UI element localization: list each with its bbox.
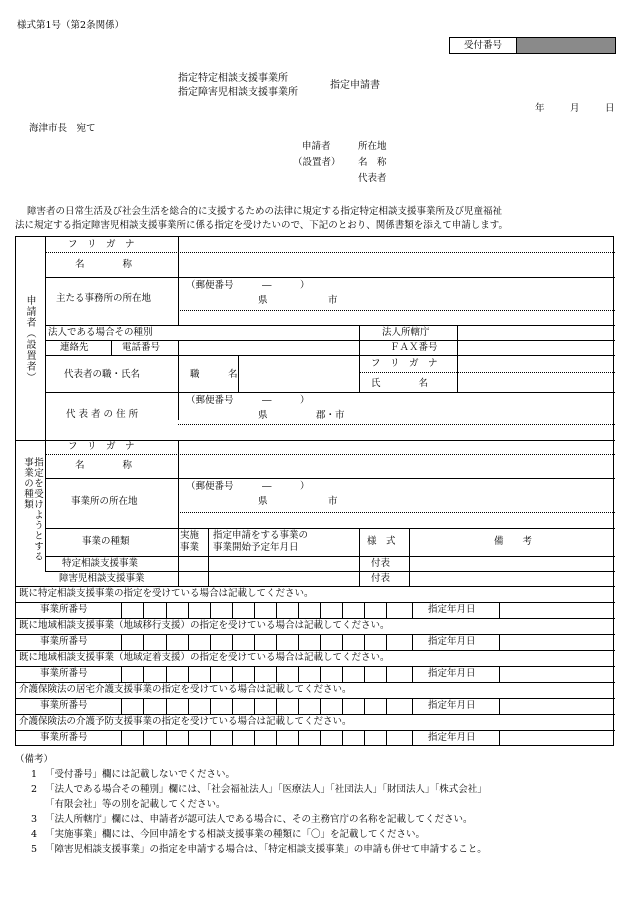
designation-date-label-5: 指定年月日 <box>428 732 476 743</box>
note-number: 1 <box>30 769 37 780</box>
corp-office-label: 法人所轄庁 <box>382 327 430 338</box>
name-label: 名 称 <box>75 259 133 270</box>
furigana-label: フ リ ガ ナ <box>68 239 135 250</box>
prior-note-2: 既に地域相談支援事業（地域移行支援）の指定を受けている場合は記載してください。 <box>19 620 390 631</box>
date-month: 月 <box>570 103 580 114</box>
implementation-header-1: 実施 <box>180 530 200 541</box>
note-text: 「受付番号」欄には記載しないでください。 <box>45 769 236 780</box>
rep-address-label: 代 表 者 の 住 所 <box>66 409 139 420</box>
note-text: 「法人である場合その種別」欄には、「社会福祉法人」「医療法人」「社団法人」「財団法人」「株式会社」 <box>45 784 487 795</box>
note-item <box>15 842 615 857</box>
prefecture-1: 県 <box>258 295 268 306</box>
service-row-2: 障害児相談支援事業 <box>59 573 145 584</box>
prior-note-5: 介護保険法の介護予防支援事業の指定を受けている場合は記載してください。 <box>19 716 352 727</box>
intro-line-1: 障害者の日常生活及び社会生活を総合的に支援するための法律に規定する指定特定相談支援事業所及び児童福祉 <box>27 206 503 217</box>
city-3: 市 <box>328 496 338 507</box>
notes-section <box>15 752 615 857</box>
postal-code-2: （郵便番号 ― ） <box>186 395 310 406</box>
note-item <box>15 812 615 827</box>
intro-line-2: 法に規定する指定障害児相談支援事業所に係る指定を受けたいので、下記のとおり、関係書類を添えて申請します。 <box>15 220 509 231</box>
office-number-label-2: 事業所番号 <box>40 636 88 647</box>
contact-label: 連絡先 <box>60 342 89 353</box>
main-office-label: 主たる事務所の所在地 <box>56 293 152 304</box>
section-business-label: 指定を受けようとする事業の種類 <box>22 457 43 562</box>
receipt-number-box <box>449 37 616 54</box>
attachment-1: 付表 <box>371 558 391 569</box>
note-text: 「障害児相談支援事業」の指定を申請する場合は、「特定相談支援事業」の申請も併せて申請すること。 <box>45 844 487 855</box>
designation-date-label-4: 指定年月日 <box>428 700 476 711</box>
receipt-number-label: 受付番号 <box>450 38 517 53</box>
biz-location-label: 事業所の所在地 <box>71 496 138 507</box>
section-applicant-label: 申請者（設置者） <box>24 295 35 383</box>
note-number: 4 <box>30 829 37 840</box>
prior-note-3: 既に地域相談支援事業（地域定着支援）の指定を受けている場合は記載してください。 <box>19 652 390 663</box>
date-year: 年 <box>535 103 545 114</box>
addressee: 海津市長 宛て <box>29 123 96 134</box>
prefecture-3: 県 <box>258 496 268 507</box>
biz-name-label: 名 称 <box>75 460 133 471</box>
note-text: 「法人所轄庁」欄には、申請者が認可法人である場合に、その主務官庁の名称を記載してください。 <box>45 814 473 825</box>
note-item <box>15 767 615 782</box>
date-day: 日 <box>605 103 615 114</box>
note-text: 「有限会社」等の別を記載してください。 <box>45 799 226 810</box>
note-item <box>15 797 615 812</box>
note-number: 2 <box>30 784 37 795</box>
designation-date-label-3: 指定年月日 <box>428 668 476 679</box>
biz-furigana-label: フ リ ガ ナ <box>68 441 135 452</box>
applicant-label-sub: （設置者） <box>293 157 341 168</box>
note-text: 「実施事業」欄には、今回申請をする相談支援事業の種類に「〇」を記載してください。 <box>45 829 426 840</box>
applicant-label: 申請者 <box>302 141 331 152</box>
rep-title-name-label: 代表者の職・氏名 <box>64 369 141 380</box>
postal-code-3: （郵便番号 ― ） <box>186 481 310 492</box>
office-number-label-5: 事業所番号 <box>40 732 88 743</box>
note-number: 3 <box>30 814 37 825</box>
county-city-2: 郡・市 <box>316 410 345 421</box>
office-number-label-3: 事業所番号 <box>40 668 88 679</box>
note-item <box>15 782 615 797</box>
title-line2: 指定障害児相談支援事業所 <box>178 87 298 98</box>
city-1: 市 <box>328 295 338 306</box>
form-number: 様式第1号（第2条関係） <box>17 20 125 31</box>
start-date-header-1: 指定申請をする事業の <box>213 530 309 541</box>
service-row-1: 特定相談支援事業 <box>62 558 139 569</box>
office-number-label-4: 事業所番号 <box>40 700 88 711</box>
corp-type-label: 法人である場合その種別 <box>48 327 153 338</box>
fax-label: ＦＡＸ番号 <box>390 342 438 353</box>
title-line1: 指定特定相談支援事業所 <box>178 73 288 84</box>
applicant-address-label: 所在地 <box>358 141 387 152</box>
note-number <box>15 797 45 812</box>
note-number: 5 <box>30 844 37 855</box>
receipt-number-field <box>517 38 615 53</box>
rep-furigana-label: フ リ ガ ナ <box>371 358 438 369</box>
title-suffix: 指定申請書 <box>330 80 380 91</box>
applicant-rep-label: 代表者 <box>358 173 387 184</box>
designation-date-label-1: 指定年月日 <box>428 604 476 615</box>
application-table <box>15 236 614 746</box>
form-header: 様 式 <box>367 536 396 547</box>
note-item <box>15 827 615 842</box>
prior-note-1: 既に特定相談支援事業の指定を受けている場合は記載してください。 <box>19 588 314 599</box>
postal-code-1: （郵便番号 ― ） <box>186 280 310 291</box>
remarks-header: 備 考 <box>494 536 533 547</box>
office-number-label-1: 事業所番号 <box>40 604 88 615</box>
prefecture-2: 県 <box>258 410 268 421</box>
applicant-name-label: 名 称 <box>358 157 387 168</box>
implementation-header-2: 事業 <box>180 542 200 553</box>
start-date-header-2: 事業開始予定年月日 <box>213 542 299 553</box>
job-title-label: 職 名 <box>190 369 238 380</box>
rep-name-label: 氏 名 <box>371 378 429 389</box>
biz-type-header: 事業の種類 <box>82 536 130 547</box>
notes-header: （備考） <box>15 754 54 765</box>
phone-label: 電話番号 <box>122 342 161 353</box>
prior-note-4: 介護保険法の居宅介護支援事業の指定を受けている場合は記載してください。 <box>19 684 352 695</box>
designation-date-label-2: 指定年月日 <box>428 636 476 647</box>
attachment-2: 付表 <box>371 573 391 584</box>
